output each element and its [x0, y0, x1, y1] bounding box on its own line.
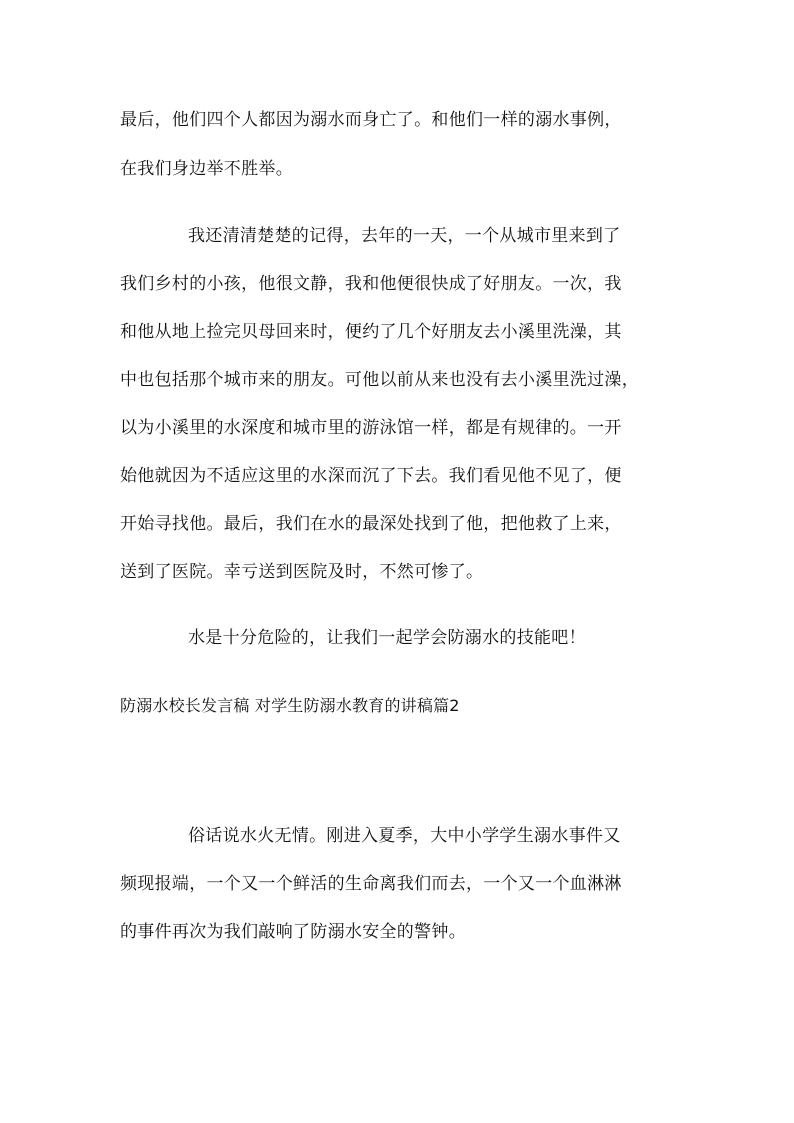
- paragraph-3-line-1: 水是十分危险的，让我们一起学会防溺水的技能吧！: [188, 628, 586, 648]
- paragraph-2-line-3: 和他从地上捡完贝母回来时，便约了几个好朋友去小溪里洗澡，其: [120, 322, 622, 342]
- paragraph-2-line-7: 开始寻找他。最后，我们在水的最深处找到了他，把他救了上来，: [120, 514, 622, 534]
- section-heading: 防溺水校长发言稿 对学生防溺水教育的讲稿篇2: [120, 696, 460, 715]
- paragraph-2-line-1: 我还清清楚楚的记得，去年的一天，一个从城市里来到了: [188, 226, 621, 246]
- paragraph-1-line-2: 在我们身边举不胜举。: [120, 159, 293, 179]
- paragraph-2-line-6: 始他就因为不适应这里的水深而沉了下去。我们看见他不见了，便: [120, 466, 622, 486]
- paragraph-4-line-2: 频现报端，一个又一个鲜活的生命离我们而去，一个又一个血淋淋: [120, 874, 622, 894]
- paragraph-1-line-1: 最后，他们四个人都因为溺水而身亡了。和他们一样的溺水事例，: [120, 110, 622, 130]
- paragraph-2-line-8: 送到了医院。幸亏送到医院及时，不然可惨了。: [120, 562, 484, 582]
- paragraph-4-line-3: 的事件再次为我们敲响了防溺水安全的警钟。: [120, 922, 466, 942]
- paragraph-4-line-1: 俗话说水火无情。刚进入夏季，大中小学学生溺水事件又: [188, 826, 621, 846]
- paragraph-2-line-5: 以为小溪里的水深度和城市里的游泳馆一样，都是有规律的。一开: [120, 418, 622, 438]
- paragraph-2-line-2: 我们乡村的小孩，他很文静，我和他便很快成了好朋友。一次，我: [120, 274, 622, 294]
- paragraph-2-line-4: 中也包括那个城市来的朋友。可他以前从来也没有去小溪里洗过澡，: [120, 370, 639, 390]
